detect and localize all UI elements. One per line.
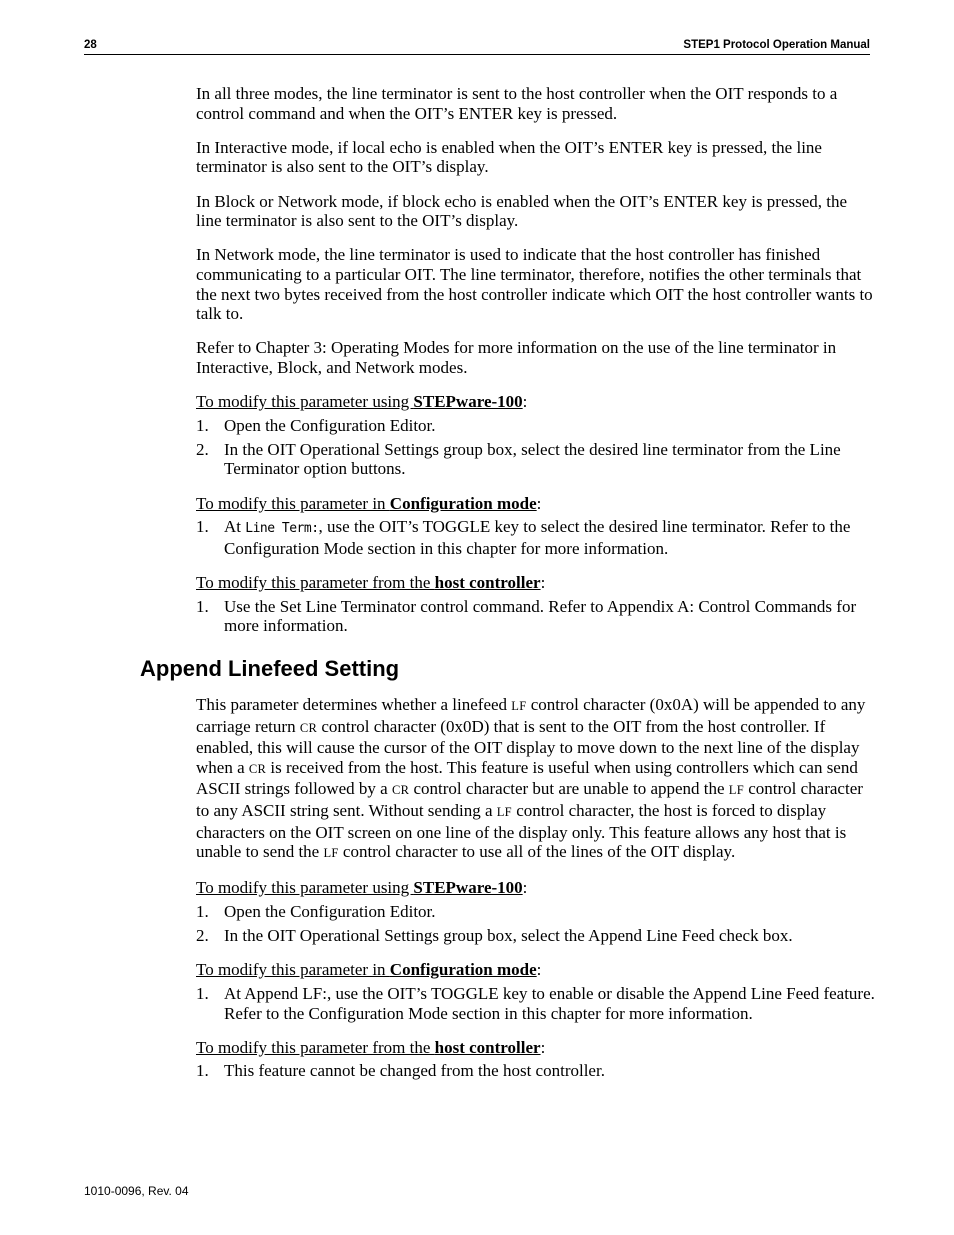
list-item: 1. At Append LF:, use the OIT’s TOGGLE key to enable or disable the Append Line Feed feature. Refer to the Configuration Mode section in this chapter for more information. — [196, 983, 875, 1023]
host-procedure-heading: To modify this parameter from the host controller: — [196, 573, 546, 593]
section-line-terminator — [196, 84, 876, 650]
paragraph: This parameter determines whether a linefeed LF control character (0x0A) will be appended to any carriage return CR control character (0x0D) that is sent to the OIT from the host controller. If enabled, this will cause the cursor of the OIT display to move down to the next line of the display when a CR is received from the host. This feature is useful when using controllers which can send ASCII strings followed by a CR control character but are unable to append the LF control character to any ASCII string sent. Without sending a LF control character, the host is forced to display characters on the OIT screen on one line of the display only. This feature allows any host that is unable to send the LF control character to use all of the lines of the OIT display. — [196, 695, 866, 862]
list-item: 1. This feature cannot be changed from the host controller. — [196, 1061, 605, 1081]
config-procedure-heading: To modify this parameter in Configuration mode: — [196, 960, 542, 980]
page-header — [84, 38, 870, 55]
paragraph: In Interactive mode, if local echo is enabled when the OIT’s ENTER key is pressed, the line terminator is also sent to the OIT’s display. — [196, 137, 822, 177]
list-item: 1. Open the Configuration Editor. — [196, 901, 436, 921]
stepware-procedure-heading: To modify this parameter using STEPware-100: — [196, 392, 528, 412]
config-steps — [196, 984, 876, 1023]
list-item: 2. In the OIT Operational Settings group box, select the desired line terminator from the Line Terminator option buttons. — [196, 439, 841, 479]
config-steps — [196, 517, 876, 558]
stepware-procedure-heading: To modify this parameter using STEPware-100: — [196, 878, 528, 898]
paragraph: Refer to Chapter 3: Operating Modes for more information on the use of the line terminator in Interactive, Block, and Network modes. — [196, 338, 837, 377]
page-footer — [84, 1184, 189, 1198]
section-heading: Append Linefeed Setting — [140, 656, 400, 681]
paragraph: In all three modes, the line terminator is sent to the host controller when the OIT responds to a control command and when the OIT’s ENTER key is pressed. — [196, 84, 838, 123]
list-item: 1. Open the Configuration Editor. — [196, 415, 436, 435]
host-steps — [196, 1061, 876, 1081]
paragraph: In Block or Network mode, if block echo is enabled when the OIT’s ENTER key is pressed, the line terminator is also sent to the OIT’s display. — [196, 191, 848, 231]
stepware-steps — [196, 902, 876, 946]
list-item: 2. In the OIT Operational Settings group box, select the Append Line Feed check box. — [196, 926, 793, 946]
manual-title: STEP1 Protocol Operation Manual — [683, 39, 870, 51]
list-item: 1. Use the Set Line Terminator control command. Refer to Appendix A: Control Commands for more information. — [196, 596, 857, 636]
document-number: 1010-0096, Rev. 04 — [84, 1184, 189, 1198]
host-procedure-heading: To modify this parameter from the host controller: — [196, 1037, 546, 1057]
section-append-linefeed — [196, 695, 876, 1095]
lcd-label: Line Term: — [245, 521, 319, 537]
host-steps — [196, 597, 876, 636]
config-procedure-heading: To modify this parameter in Configuration mode: — [196, 493, 542, 513]
page-number: 28 — [84, 39, 97, 51]
list-item: 1. At Line Term:, use the OIT’s TOGGLE key to select the desired line terminator. Refer to the Configuration Mode section in this chapter for more information. — [196, 517, 851, 558]
stepware-steps — [196, 416, 876, 479]
paragraph: In Network mode, the line terminator is used to indicate that the host controller has finished communicating to a particular OIT. The line terminator, therefore, notifies the other terminals that the next two bytes received from the host controller indicate which OIT the host controller wants to talk to. — [196, 245, 873, 324]
